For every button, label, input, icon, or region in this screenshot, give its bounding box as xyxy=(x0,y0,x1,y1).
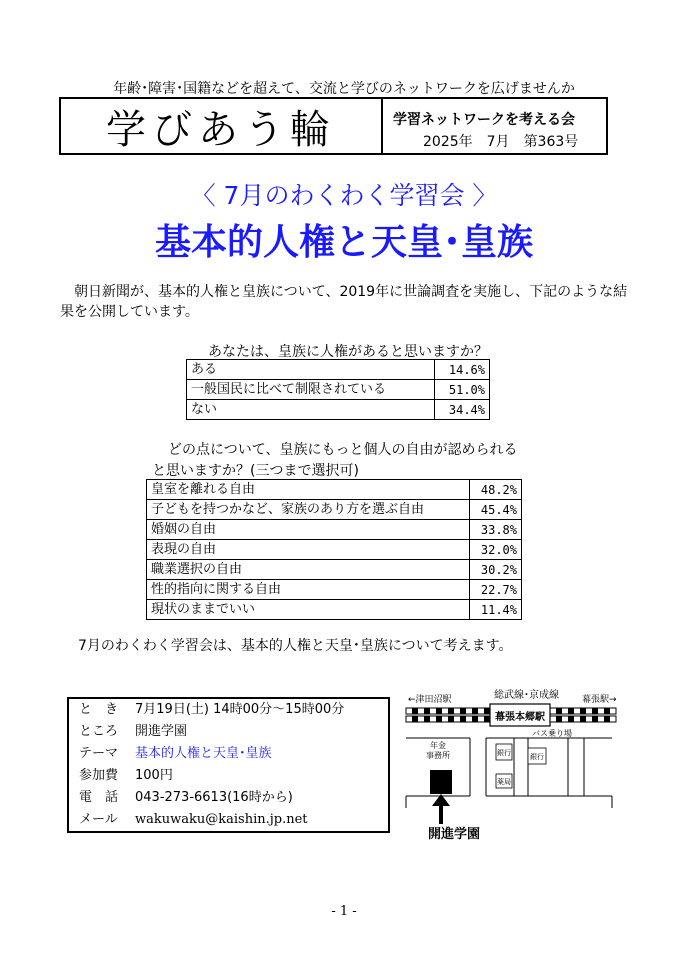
row-value: 14.6% xyxy=(435,360,490,380)
tagline: 年齢･障害･国籍などを超えて、交流と学びのネットワークを広げませんか xyxy=(113,81,575,97)
pension-office-label: 事務所 xyxy=(426,751,450,760)
info-label: メール xyxy=(79,812,118,827)
table-row xyxy=(147,520,522,540)
info-label: ところ xyxy=(79,724,119,739)
row-label: 婚姻の自由 xyxy=(147,520,470,540)
school-building xyxy=(430,770,452,794)
issue-number: 第363号 xyxy=(523,134,579,150)
info-value: 7月19日(土) 14時00分～15時00分 xyxy=(135,702,345,717)
newsletter-logo: 学びあう輪 xyxy=(61,99,383,153)
info-row-where xyxy=(79,721,187,743)
email-link[interactable]: wakuwaku@kaishin.jp.net xyxy=(135,812,308,827)
issue-year: 2025年 xyxy=(423,134,473,150)
row-value: 33.8% xyxy=(470,520,522,540)
table-row xyxy=(147,580,522,600)
access-map xyxy=(400,686,620,842)
row-label: 一般国民に比べて制限されている xyxy=(187,380,435,400)
newsletter-header xyxy=(59,97,608,155)
pharmacy-label: 薬局 xyxy=(497,778,511,786)
bank-label: 銀行 xyxy=(497,749,511,757)
event-subtitle: 〈 7月のわくわく学習会 〉 xyxy=(190,181,498,210)
row-value: 48.2% xyxy=(470,480,522,500)
info-label: 電 話 xyxy=(79,790,119,805)
survey2-question-line1: どの点について、皇族にもっと個人の自由が認められる xyxy=(168,442,518,458)
row-value: 32.0% xyxy=(470,540,522,560)
info-label: 参加費 xyxy=(79,768,119,783)
station-label: 幕張本郷駅 xyxy=(495,712,545,723)
row-value: 34.4% xyxy=(435,400,490,420)
info-row-theme xyxy=(79,743,272,765)
info-row-mail xyxy=(79,809,308,831)
info-value: 100円 xyxy=(135,768,173,783)
row-value: 30.2% xyxy=(470,560,522,580)
page-number: - 1 - xyxy=(331,904,357,919)
info-value: 開進学園 xyxy=(135,724,188,739)
row-label: ある xyxy=(187,360,435,380)
org-name: 学習ネットワークを考える会 xyxy=(393,112,575,128)
row-label: 職業選択の自由 xyxy=(147,560,470,580)
issue-month: 7月 xyxy=(486,134,510,150)
survey2-table xyxy=(146,479,522,620)
table-row xyxy=(147,540,522,560)
info-value: 043-273-6613(16時から) xyxy=(135,790,293,805)
survey2-question-line2: と思いますか？(三つまで選択可) xyxy=(152,463,359,479)
info-label: と き xyxy=(79,702,119,717)
event-info-box xyxy=(67,697,390,833)
row-value: 22.7% xyxy=(470,580,522,600)
table-row xyxy=(147,500,522,520)
info-row-when xyxy=(79,699,344,721)
survey1-question: あなたは、皇族に人権があると思いますか？ xyxy=(208,344,488,360)
header-info xyxy=(383,99,606,153)
table-row xyxy=(187,400,490,420)
table-row xyxy=(187,380,490,400)
main-title: 基本的人権と天皇･皇族 xyxy=(154,222,533,263)
right-station-label: 幕張駅→ xyxy=(582,695,617,705)
pension-office-label: 年金 xyxy=(430,741,446,750)
table-row xyxy=(147,480,522,500)
row-value: 51.0% xyxy=(435,380,490,400)
left-station-label: ←津田沼駅 xyxy=(408,695,452,705)
info-label: テーマ xyxy=(79,746,119,761)
info-row-fee xyxy=(79,765,173,787)
line-name-label: 総武線･京成線 xyxy=(494,690,559,701)
row-value: 11.4% xyxy=(470,600,522,620)
info-value: 基本的人権と天皇･皇族 xyxy=(135,746,272,761)
survey1-table xyxy=(186,359,490,420)
bus-stop-label: バス乗り場 xyxy=(532,729,572,738)
row-label: 表現の自由 xyxy=(147,540,470,560)
row-label: 性的指向に関する自由 xyxy=(147,580,470,600)
intro-paragraph: 朝日新聞が、基本的人権と皇族について、2019年に世論調査を実施し、下記のような結果を公開しています。 xyxy=(60,284,628,320)
row-label: 現状のままでいい xyxy=(147,600,470,620)
bank-label: 銀行 xyxy=(530,753,544,761)
row-value: 45.4% xyxy=(470,500,522,520)
info-row-phone xyxy=(79,787,293,809)
table-row xyxy=(187,360,490,380)
row-label: 子どもを持つかなど、家族のあり方を選ぶ自由 xyxy=(147,500,470,520)
table-row xyxy=(147,600,522,620)
row-label: ない xyxy=(187,400,435,420)
table-row xyxy=(147,560,522,580)
closing-text: 7月のわくわく学習会は、基本的人権と天皇･皇族について考えます。 xyxy=(78,638,513,654)
issue-info xyxy=(423,131,592,151)
row-label: 皇室を離れる自由 xyxy=(147,480,470,500)
school-label: 開進学園 xyxy=(428,827,481,842)
